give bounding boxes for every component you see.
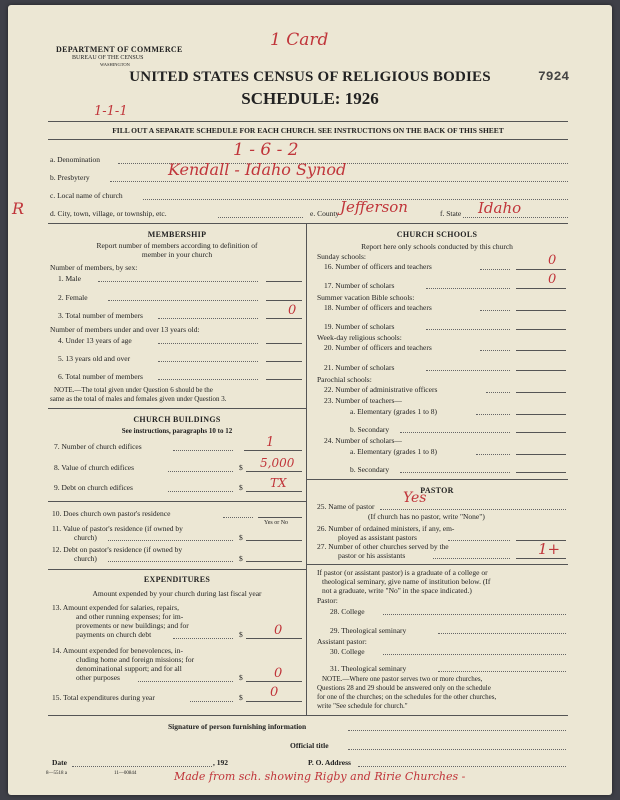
q5-leader	[158, 361, 258, 362]
q1-leader	[98, 281, 258, 282]
membership-note: same as the total of males and females given under Question 3.	[50, 395, 227, 403]
assistant-sublabel: Assistant pastor:	[317, 637, 367, 646]
q27-answer	[516, 558, 566, 559]
rule	[48, 121, 568, 122]
q15-answer	[246, 701, 302, 702]
membership-heading: MEMBERSHIP	[147, 230, 207, 239]
handwritten-card-note: 1 Card	[270, 30, 329, 50]
form-title: UNITED STATES CENSUS OF RELIGIOUS BODIES	[129, 69, 491, 85]
department-label: DEPARTMENT OF COMMERCE	[56, 45, 183, 54]
q14-label-cont: denominational support; and for all	[76, 664, 182, 673]
q8-answer	[246, 471, 302, 472]
expenditures-heading: EXPENDITURES	[143, 575, 211, 584]
rule	[48, 139, 568, 140]
city-label: d. City, town, village, or township, etc.	[50, 209, 167, 218]
rule	[48, 408, 306, 409]
q28-line	[383, 614, 566, 615]
date-line	[72, 766, 212, 767]
q4-leader	[158, 343, 258, 344]
q14-label-cont: other purposes	[76, 673, 120, 682]
column-divider	[306, 223, 307, 715]
date-label: Date	[52, 758, 67, 767]
denomination-label: a. Denomination	[50, 155, 100, 164]
city-line	[218, 217, 303, 218]
q5-label: 5. 13 years old and over	[58, 354, 131, 363]
q17-label: 17. Number of scholars	[324, 281, 395, 290]
rule	[48, 715, 568, 716]
q21-leader	[426, 370, 510, 371]
q2-answer	[266, 300, 302, 301]
q13-answer	[246, 638, 302, 639]
q12-leader	[108, 561, 233, 562]
q8-label: 8. Value of church edifices	[54, 463, 135, 472]
q9-answer	[246, 491, 302, 492]
rule	[306, 564, 568, 565]
q24b-answer	[516, 472, 566, 473]
county-label: e. County	[310, 209, 340, 218]
q1-label: 1. Male	[58, 274, 81, 283]
q22-leader	[486, 392, 510, 393]
q26-leader	[448, 540, 510, 541]
q13-label-cont: and other running expenses; for im-	[76, 612, 184, 621]
q20-answer	[516, 350, 566, 351]
handwritten-footer-note: Made from sch. showing Rigby and Ririe Churches -	[174, 770, 466, 783]
q11-answer	[246, 540, 302, 541]
q13-leader	[173, 638, 233, 639]
print-code: 11—00844	[114, 771, 137, 776]
q27-leader	[433, 558, 510, 559]
q4-label: 4. Under 13 years of age	[58, 336, 132, 345]
q16-leader	[480, 269, 510, 270]
q12-label: 12. Debt on pastor's residence (if owned by	[52, 545, 183, 554]
graduate-instruction: If pastor (or assistant pastor) is a graduate of a college or	[317, 568, 488, 577]
handwritten-code: 1-1-1	[94, 104, 128, 119]
official-title-line	[348, 749, 566, 750]
sunday-label: Sunday schools:	[317, 252, 366, 261]
q30-line	[383, 654, 566, 655]
q5-answer	[266, 361, 302, 362]
q23a-answer	[516, 414, 566, 415]
handwritten-edifices: 1	[266, 435, 275, 450]
q15-leader	[190, 701, 233, 702]
q23b-answer	[516, 432, 566, 433]
state-label: f. State	[440, 209, 462, 218]
form-code: 8—5518 a	[46, 771, 67, 776]
q23a-leader	[476, 414, 510, 415]
q19-leader	[426, 329, 510, 330]
rule	[48, 569, 306, 570]
presbytery-label: b. Presbytery	[50, 173, 90, 182]
rule	[306, 479, 568, 480]
po-address-label: P. O. Address	[308, 758, 351, 767]
q14-answer	[246, 681, 302, 682]
pastor-note: NOTE.—Where one pastor serves two or more churches,	[322, 675, 483, 683]
handwritten-county: Jefferson	[340, 198, 408, 216]
q15-dollar: $	[239, 693, 243, 702]
q16-label: 16. Number of officers and teachers	[324, 262, 432, 271]
weekday-label: Week-day religious schools:	[317, 333, 402, 342]
q14-label: 14. Amount expended for benevolences, in-	[52, 646, 184, 655]
q28-label: 28. College	[330, 607, 365, 616]
handwritten-scholars: 0	[548, 272, 557, 287]
q6-leader	[158, 379, 258, 380]
q26-label-cont: ployed as assistant pastors	[338, 533, 417, 542]
q29-label: 29. Theological seminary	[330, 626, 407, 635]
membership-intro: member in your church	[141, 250, 213, 259]
official-title-label: Official title	[290, 741, 329, 750]
q13-label-cont: payments on church debt	[76, 630, 152, 639]
q10-label: 10. Does church own pastor's residence	[52, 509, 171, 518]
handwritten-edifice-value: 5,000	[260, 456, 295, 470]
q13-label-cont: provements or new buildings; and for	[76, 621, 189, 630]
instruction-banner: FILL OUT A SEPARATE SCHEDULE FOR EACH CHURCH. SEE INSTRUCTIONS ON THE BACK OF THIS SHEET	[112, 126, 504, 135]
q23b-label: b. Secondary	[350, 425, 390, 434]
q11-label-cont: church)	[74, 533, 97, 542]
date-year: , 192	[213, 758, 228, 767]
census-schedule-page	[8, 5, 612, 795]
q3-leader	[158, 318, 258, 319]
q21-label: 21. Number of scholars	[324, 363, 395, 372]
buildings-heading: CHURCH BUILDINGS	[133, 415, 221, 424]
q14-dollar: $	[239, 673, 243, 682]
by-sex-label: Number of members, by sex:	[50, 263, 138, 272]
pastor-note: Questions 28 and 29 should be answered only on the schedule	[317, 684, 491, 692]
q25-line	[380, 509, 566, 510]
q18-answer	[516, 310, 566, 311]
handwritten-pastor: Yes	[403, 490, 427, 506]
pastor-heading: PASTOR	[420, 486, 454, 495]
q4-answer	[266, 343, 302, 344]
q16-answer	[516, 269, 566, 270]
q23a-label: a. Elementary (grades 1 to 8)	[350, 407, 438, 416]
q27-label-cont: pastor or his assistants	[338, 551, 406, 560]
q2-leader	[108, 300, 258, 301]
q7-answer	[244, 450, 302, 451]
signature-label: Signature of person furnishing information	[168, 722, 307, 731]
q12-dollar: $	[239, 554, 243, 563]
q13-label: 13. Amount expended for salaries, repairs,	[52, 603, 180, 612]
q12-answer	[246, 561, 302, 562]
q18-leader	[480, 310, 510, 311]
q24-label: 24. Number of scholars—	[324, 436, 402, 445]
handwritten-officers-teachers: 0	[548, 253, 557, 268]
q15-label: 15. Total expenditures during year	[52, 693, 155, 702]
q9-leader	[168, 491, 233, 492]
q8-dollar: $	[239, 463, 243, 472]
age-heading: Number of members under and over 13 years old:	[50, 325, 200, 334]
q17-leader	[426, 288, 510, 289]
q31-line	[438, 671, 566, 672]
schedule-number: 7924	[538, 69, 570, 84]
local-name-label: c. Local name of church	[50, 191, 123, 200]
membership-intro: Report number of members according to definition of	[96, 241, 258, 250]
q10-leader	[223, 517, 253, 518]
q7-leader	[173, 450, 233, 451]
q11-leader	[108, 540, 233, 541]
summer-label: Summer vacation Bible schools:	[317, 293, 415, 302]
q25-note: (If church has no pastor, write "None")	[368, 512, 485, 521]
handwritten-total-exp: 0	[270, 685, 279, 700]
pastor-note: write "See schedule for church."	[317, 702, 408, 710]
q24a-answer	[516, 454, 566, 455]
q13-dollar: $	[239, 630, 243, 639]
state-line	[463, 217, 568, 218]
handwritten-total-members: 0	[288, 303, 297, 318]
expenditures-sub: Amount expended by your church during last fiscal year	[92, 589, 262, 598]
q24b-leader	[400, 472, 510, 473]
q22-answer	[516, 392, 566, 393]
schools-sub: Report here only schools conducted by this church	[361, 242, 513, 251]
city-label: WASHINGTON	[100, 62, 130, 67]
q11-label: 11. Value of pastor's residence (if owned by	[52, 524, 183, 533]
handwritten-other-churches: 1+	[538, 540, 561, 558]
bureau-label: BUREAU OF THE CENSUS	[72, 55, 144, 61]
q20-label: 20. Number of officers and teachers	[324, 343, 432, 352]
rule	[48, 501, 306, 502]
q24b-label: b. Secondary	[350, 465, 390, 474]
q9-label: 9. Debt on church edifices	[54, 483, 133, 492]
q22-label: 22. Number of administrative officers	[324, 385, 438, 394]
graduate-instruction: not a graduate, write "No" in the space indicated.)	[322, 586, 472, 595]
q27-label: 27. Number of other churches served by the	[317, 542, 449, 551]
q3-answer	[266, 318, 302, 319]
presbytery-line	[110, 181, 568, 182]
q1-answer	[266, 281, 302, 282]
parochial-label: Parochial schools:	[317, 375, 372, 384]
q19-label: 19. Number of scholars	[324, 322, 395, 331]
q24a-label: a. Elementary (grades 1 to 8)	[350, 447, 438, 456]
q18-label: 18. Number of officers and teachers	[324, 303, 432, 312]
graduate-instruction: theological seminary, give name of institution below. (If	[322, 577, 491, 586]
q6-answer	[266, 379, 302, 380]
q6-label: 6. Total number of members	[58, 372, 143, 381]
q10-answer	[258, 517, 302, 518]
signature-line	[348, 730, 566, 731]
pastor-note: for one of the churches; on the schedules for the other churches,	[317, 693, 497, 701]
handwritten-presbytery: Kendall - Idaho Synod	[168, 160, 347, 179]
q14-label-cont: cluding home and foreign missions; for	[76, 655, 195, 664]
q31-label: 31. Theological seminary	[330, 664, 407, 673]
q14-leader	[138, 681, 233, 682]
q2-label: 2. Female	[58, 293, 88, 302]
po-address-line	[358, 766, 566, 767]
q30-label: 30. College	[330, 647, 365, 656]
handwritten-margin-r: R	[12, 199, 25, 218]
q19-answer	[516, 329, 566, 330]
q23-label: 23. Number of teachers—	[324, 396, 402, 405]
q11-dollar: $	[239, 533, 243, 542]
schools-heading: CHURCH SCHOOLS	[396, 230, 478, 239]
q21-answer	[516, 370, 566, 371]
handwritten-debt: TX	[270, 476, 287, 490]
pastor-sublabel: Pastor:	[317, 596, 338, 605]
q3-label: 3. Total number of members	[58, 311, 143, 320]
schedule-year: SCHEDULE: 1926	[241, 89, 379, 108]
rule	[48, 223, 568, 224]
q8-leader	[168, 471, 233, 472]
q23b-leader	[400, 432, 510, 433]
q20-leader	[480, 350, 510, 351]
q7-label: 7. Number of church edifices	[54, 442, 142, 451]
q26-label: 26. Number of ordained ministers, if any, em-	[317, 524, 455, 533]
q25-label: 25. Name of pastor	[317, 502, 375, 511]
membership-note: NOTE.—The total given under Question 6 should be the	[54, 386, 213, 394]
handwritten-denomination: 1 - 6 - 2	[233, 140, 299, 160]
handwritten-state: Idaho	[478, 199, 522, 217]
q29-line	[438, 633, 566, 634]
q24a-leader	[476, 454, 510, 455]
q9-dollar: $	[239, 483, 243, 492]
handwritten-benevolences: 0	[274, 666, 283, 681]
buildings-sub: See instructions, paragraphs 10 to 12	[121, 427, 233, 435]
yes-or-no-hint: Yes or No	[264, 520, 289, 526]
q12-label-cont: church)	[74, 554, 97, 563]
handwritten-salaries: 0	[274, 623, 283, 638]
q17-answer	[516, 288, 566, 289]
